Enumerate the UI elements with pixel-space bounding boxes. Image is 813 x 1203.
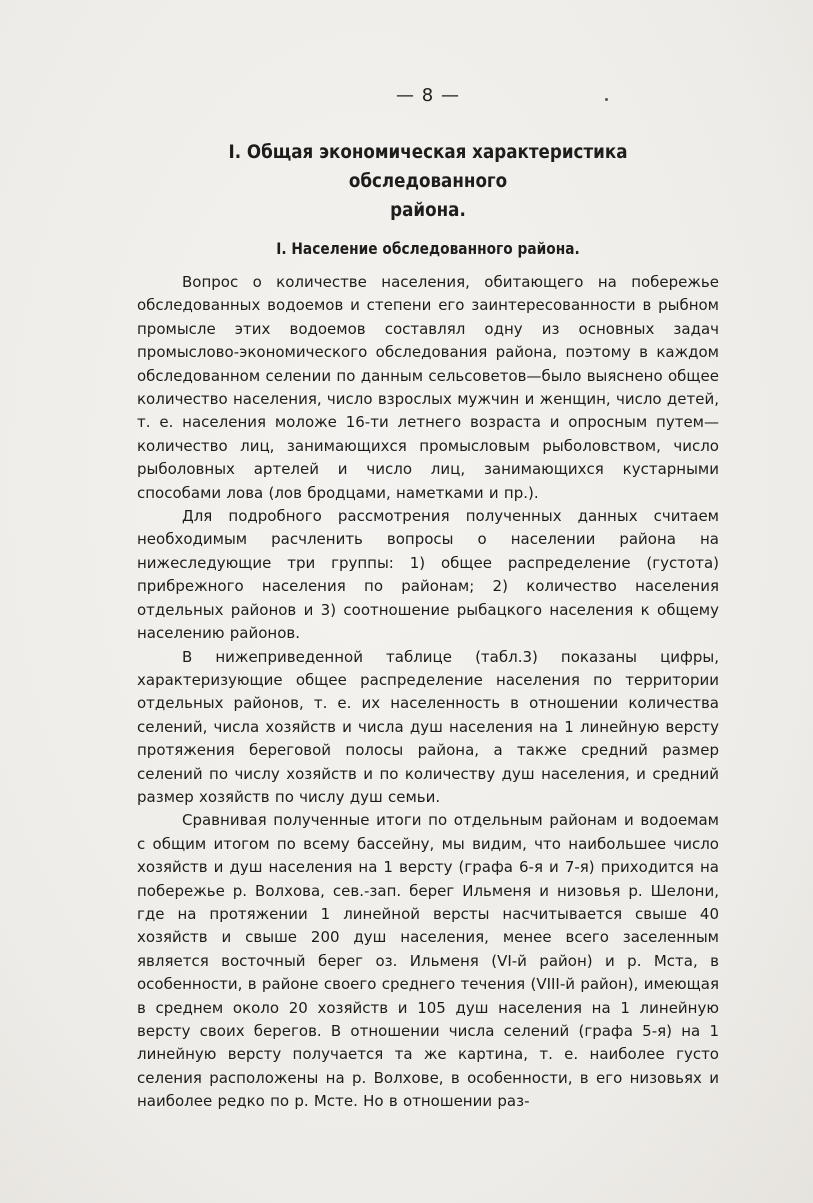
page-number: — 8 — xyxy=(396,85,460,106)
text-block xyxy=(137,84,719,1114)
paragraph-4: Сравнивая полученные итоги по отдельным районам и водоемам с общим итогом по всему бассейну, мы видим, что наибольшее число хозяйств и душ населения на 1 версту (графа 6-я и 7-я) приходится на побережье р. Волхова, сев.-зап. берег Ильменя и низовья р. Шелони, где на протяжении 1 линейной версты насчитывается свыше 40 хозяйств и свыше 200 душ населения, менее всего заселенным является восточный берег оз. Ильменя (VI-й район) и р. Мста, в особенности, в районе своего среднего течения (VIII-й район), имеющая в среднем около 20 хозяйств и 105 душ населения на 1 линейную версту своих берегов. В отношении числа селений (графа 5-я) на 1 линейную версту получается та же картина, т. е. наиболее густо селения расположены на р. Волхове, в особенности, в его низовьях и наиболее редко по р. Мсте. Но в отношении раз- xyxy=(137,811,719,1111)
paragraph-2: Для подробного рассмотрения полученных данных считаем необходимым расчленить вопросы о населении района на нижеследующие три группы: 1) общее распределение (густота) прибрежного населения по районам; 2) количество населения отдельных районов и 3) соотношение рыбацкого населения к общему населению районов. xyxy=(137,507,719,643)
chapter-title-line-2: района. xyxy=(390,199,466,221)
chapter-title-line-1: I. Общая экономическая характеристика обследованного xyxy=(228,141,628,192)
chapter-title xyxy=(172,138,684,225)
paragraph-3: В нижеприведенной таблице (табл.3) показаны цифры, характеризующие общее распределение населения по территории отдельных районов, т. е. их населенность в отношении количества селений, числа хозяйств и числа душ населения на 1 линейную версту протяжения береговой полосы района, а также средний размер селений по числу хозяйств и по количеству душ населения, и средний размер хозяйств по числу душ семьи. xyxy=(137,647,719,806)
paragraph-1: Вопрос о количестве населения, обитающего на побережье обследованных водоемов и степени его заинтересованности в рыбном промысле этих водоемов составлял одну из основных задач промыслово-экономического обследования района, поэтому в каждом обследованном селении по данным сельсоветов—было выяснено общее количество населения, число взрослых мужчин и женщин, число детей, т. е. населения моложе 16-ти летнего возраста и опросным путем—количество лиц, занимающихся промысловым рыболовством, число рыболовных артелей и число лиц, занимающихся кустарными способами лова (лов бродцами, наметками и пр.). xyxy=(137,273,719,502)
section-title: I. Население обследованного района. xyxy=(276,239,580,258)
